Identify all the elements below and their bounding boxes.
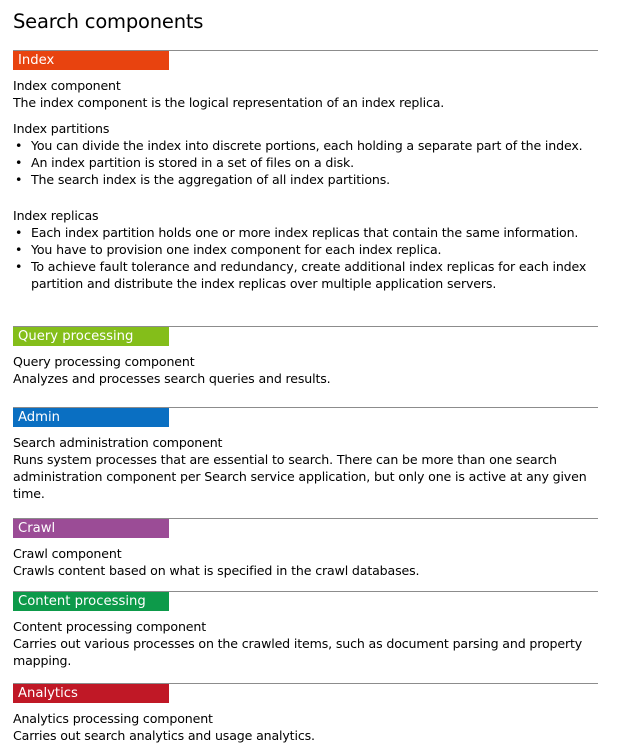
page-title: Search components	[13, 10, 204, 33]
crawl-heading: Crawl component	[13, 546, 122, 561]
list-item: • Each index partition holds one or more index replicas that contain the same information.	[13, 224, 598, 241]
crawl-tag: Crawl	[13, 519, 169, 538]
query-processing-desc: Analyzes and processes search queries and results.	[13, 371, 331, 386]
crawl-block	[13, 545, 598, 579]
content-processing-block	[13, 618, 598, 669]
index-replicas-list	[13, 224, 598, 292]
query-processing-tag: Query processing	[13, 327, 169, 346]
index-replicas-block	[13, 207, 598, 292]
index-component-heading: Index component	[13, 78, 121, 93]
content-processing-desc: Carries out various processes on the crawled items, such as document parsing and property mapping.	[13, 636, 583, 668]
list-item: • An index partition is stored in a set of files on a disk.	[13, 154, 598, 171]
list-item: • The search index is the aggregation of all index partitions.	[13, 171, 598, 188]
query-processing-block	[13, 353, 598, 387]
analytics-heading: Analytics processing component	[13, 711, 213, 726]
admin-heading: Search administration component	[13, 435, 223, 450]
analytics-tag: Analytics	[13, 684, 169, 703]
crawl-desc: Crawls content based on what is specified in the crawl databases.	[13, 563, 420, 578]
query-processing-heading: Query processing component	[13, 354, 195, 369]
index-partitions-list	[13, 137, 598, 188]
content-processing-heading: Content processing component	[13, 619, 207, 634]
admin-block	[13, 434, 598, 502]
index-tag: Index	[13, 51, 169, 70]
content-processing-tag: Content processing	[13, 592, 169, 611]
index-partitions-heading: Index partitions	[13, 121, 110, 136]
list-item: • You have to provision one index component for each index replica.	[13, 241, 598, 258]
index-replicas-heading: Index replicas	[13, 208, 99, 223]
index-component-block	[13, 77, 598, 111]
list-item: • To achieve fault tolerance and redundancy, create additional index replicas for each index partition and distribute the index replicas over multiple application servers.	[13, 258, 598, 292]
admin-tag: Admin	[13, 408, 169, 427]
analytics-block	[13, 710, 598, 744]
index-partitions-block	[13, 120, 598, 188]
analytics-desc: Carries out search analytics and usage analytics.	[13, 728, 315, 743]
list-item: • You can divide the index into discrete portions, each holding a separate part of the index.	[13, 137, 598, 154]
index-component-desc: The index component is the logical representation of an index replica.	[13, 95, 445, 110]
admin-desc: Runs system processes that are essential to search. There can be more than one search administration component per Search service application, but only one is active at any given time.	[13, 452, 587, 501]
